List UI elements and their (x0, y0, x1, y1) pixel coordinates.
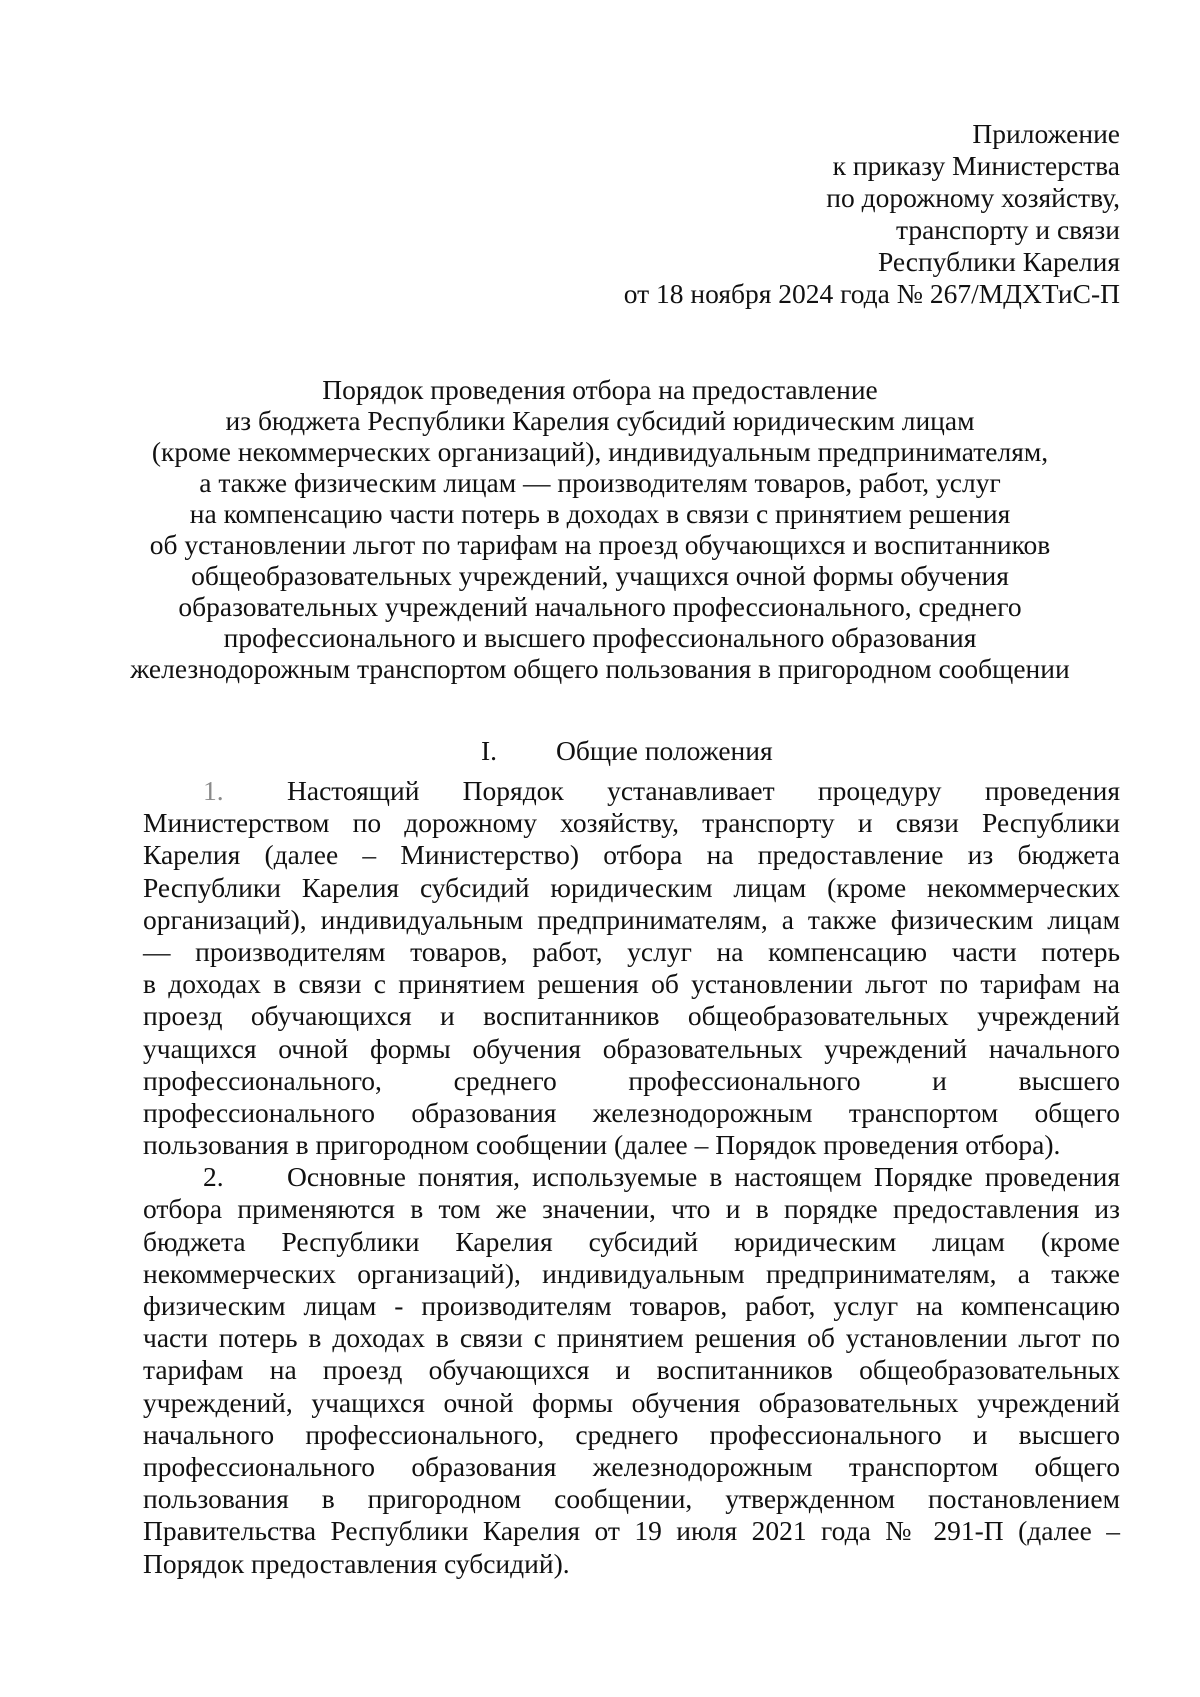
appendix-header (560, 118, 1120, 310)
title-line: об установлении льгот по тарифам на проезд обучающихся и воспитанников (149, 529, 1051, 560)
paragraph-line: профессионального, среднего профессионального и высшего (143, 1064, 1120, 1096)
paragraph-line: тарифам на проезд обучающихся и воспитанников общеобразовательных (143, 1354, 1120, 1386)
paragraph-line: профессионального образования железнодорожным транспортом общего (143, 1096, 1120, 1128)
paragraph-line: проезд обучающихся и воспитанников общеобразовательных учреждений (143, 1000, 1120, 1032)
appendix-line: от 18 ноября 2024 года № 267/МДХТиС-П (623, 278, 1120, 309)
paragraph-line: пользования в пригородном сообщении, утвержденном постановлением (143, 1483, 1120, 1515)
paragraph-line-text: Настоящий Порядок устанавливает процедуру проведения (287, 775, 1120, 806)
title-line: общеобразовательных учреждений, учащихся очной формы обучения (191, 560, 1009, 591)
appendix-line: Республики Карелия (877, 246, 1120, 277)
paragraph-line: пользования в пригородном сообщении (далее – Порядок проведения отбора). (143, 1129, 1061, 1161)
paragraph-line: учащихся очной формы обучения образовательных учреждений начального (143, 1032, 1120, 1064)
title-line: профессионального и высшего профессионального образования (223, 622, 977, 653)
paragraph-line: Министерством по дорожному хозяйству, транспорту и связи Республики (143, 807, 1120, 839)
title-line: (кроме некоммерческих организаций), индивидуальным предпринимателям, (151, 436, 1049, 467)
paragraph-line: отбора применяются в том же значении, что и в порядке предоставления из (143, 1193, 1120, 1225)
appendix-line: транспорту и связи (895, 214, 1120, 245)
title-line: железнодорожным транспортом общего пользования в пригородном сообщении (130, 653, 1070, 684)
paragraph-line (143, 775, 1120, 807)
appendix-line: к приказу Министерства (832, 150, 1120, 181)
paragraph-line: в доходах в связи с принятием решения об установлении льгот по тарифам на (143, 968, 1120, 1000)
paragraph-line: учреждений, учащихся очной формы обучения образовательных учреждений (143, 1386, 1120, 1418)
section-title: Общие положения (556, 735, 773, 766)
paragraph-1 (143, 775, 1120, 1161)
title-line: образовательных учреждений начального профессионального, среднего (178, 591, 1022, 622)
paragraph-line: организаций), индивидуальным предпринимателям, а также физическим лицам (143, 903, 1120, 935)
paragraph-2 (143, 1161, 1120, 1579)
title-line: из бюджета Республики Карелия субсидий юридическим лицам (225, 405, 975, 436)
paragraph-line: Правительства Республики Карелия от 19 июля 2021 года № 291-П (далее – (143, 1515, 1120, 1547)
paragraph-line (143, 1161, 1120, 1193)
paragraph-line: начального профессионального, среднего профессионального и высшего (143, 1418, 1120, 1450)
section-number: I. (481, 735, 498, 766)
paragraph-number: 2. (203, 1161, 224, 1193)
paragraph-line: физическим лицам - производителям товаров, работ, услуг на компенсацию (143, 1290, 1120, 1321)
paragraph-line: бюджета Республики Карелия субсидий юридическим лицам (кроме (143, 1225, 1120, 1257)
paragraph-line-text: Основные понятия, используемые в настоящем Порядке проведения (287, 1161, 1120, 1193)
appendix-line: по дорожному хозяйству, (826, 182, 1120, 213)
paragraph-number: 1. (203, 775, 224, 806)
paragraph-line: некоммерческих организаций), индивидуальным предпринимателям, а также (143, 1257, 1120, 1289)
body-text (143, 775, 1120, 1580)
appendix-line: Приложение (972, 118, 1120, 149)
section-heading (0, 735, 1200, 767)
document-title (100, 374, 1100, 684)
paragraph-line: профессионального образования железнодорожным транспортом общего (143, 1450, 1120, 1482)
paragraph-line: Порядок предоставления субсидий). (143, 1547, 570, 1579)
title-line: на компенсацию части потерь в доходах в связи с принятием решения (189, 498, 1011, 529)
paragraph-line: Республики Карелия субсидий юридическим лицам (кроме некоммерческих (143, 871, 1120, 903)
title-line: Порядок проведения отбора на предоставление (322, 374, 878, 405)
paragraph-line: Карелия (далее – Министерство) отбора на предоставление из бюджета (143, 839, 1120, 871)
title-line: а также физическим лицам — производителям товаров, работ, услуг (199, 467, 1001, 498)
paragraph-line: части потерь в доходах в связи с принятием решения об установлении льгот по (143, 1322, 1120, 1354)
paragraph-line: — производителям товаров, работ, услуг на компенсацию части потерь (143, 935, 1120, 967)
